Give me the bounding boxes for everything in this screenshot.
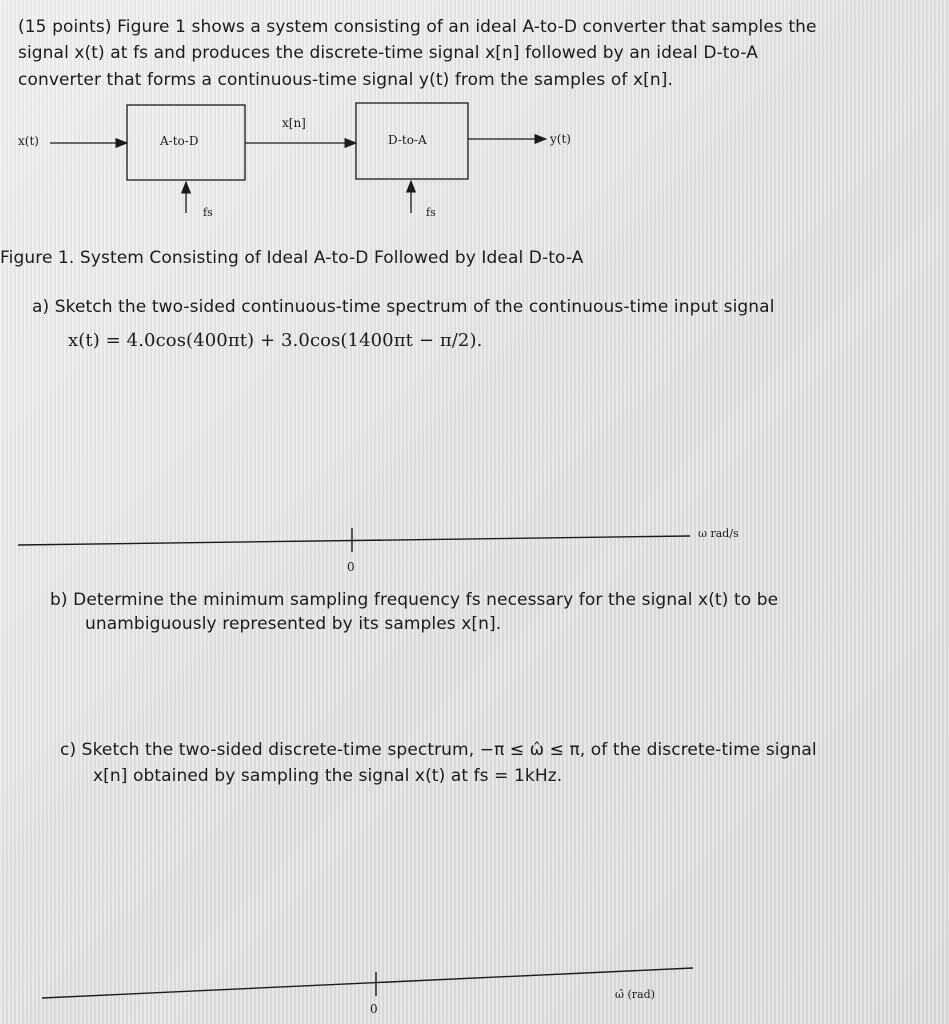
d-to-a-label: D-to-A: [388, 133, 427, 147]
part-b-question-line-1: b) Determine the minimum sampling frequency fs necessary for the signal x(t) to be: [50, 590, 779, 610]
problem-intro-line-2: signal x(t) at fs and produces the discrete-time signal x[n] followed by an ideal D-to-A: [18, 43, 758, 63]
part-c-question-line-1: c) Sketch the two-sided discrete-time spectrum, −π ≤ ω̂ ≤ π, of the discrete-time signal: [60, 740, 817, 760]
part-c-question-line-2: x[n] obtained by sampling the signal x(t) at fs = 1kHz.: [93, 766, 563, 786]
figure-caption: Figure 1. System Consisting of Ideal A-to-D Followed by Ideal D-to-A: [0, 248, 584, 268]
ct-axis-unit-label: ω rad/s: [698, 527, 739, 540]
problem-intro-line-3: converter that forms a continuous-time signal y(t) from the samples of x[n].: [18, 70, 673, 90]
clock-label-1: fs: [203, 206, 213, 219]
dt-axis-zero-label: 0: [370, 1002, 378, 1016]
ct-spectrum-axis: [18, 536, 690, 545]
a-to-d-label: A-to-D: [160, 134, 199, 148]
part-a-question: a) Sketch the two-sided continuous-time spectrum of the continuous-time input signal: [32, 297, 775, 317]
problem-intro-line-1: (15 points) Figure 1 shows a system consisting of an ideal A-to-D converter that samples the: [18, 17, 817, 37]
output-signal-label: y(t): [550, 132, 571, 146]
dt-spectrum-axis: [42, 968, 693, 998]
ct-axis-zero-label: 0: [347, 560, 355, 574]
clock-label-2: fs: [426, 206, 436, 219]
part-a-equation: x(t) = 4.0cos(400πt) + 3.0cos(1400πt − π/2).: [68, 330, 483, 351]
dt-axis-unit-label: ω̂ (rad): [615, 988, 655, 1001]
part-b-question-line-2: unambiguously represented by its samples x[n].: [85, 614, 502, 634]
discrete-signal-label: x[n]: [282, 116, 306, 130]
input-signal-label: x(t): [18, 134, 39, 148]
